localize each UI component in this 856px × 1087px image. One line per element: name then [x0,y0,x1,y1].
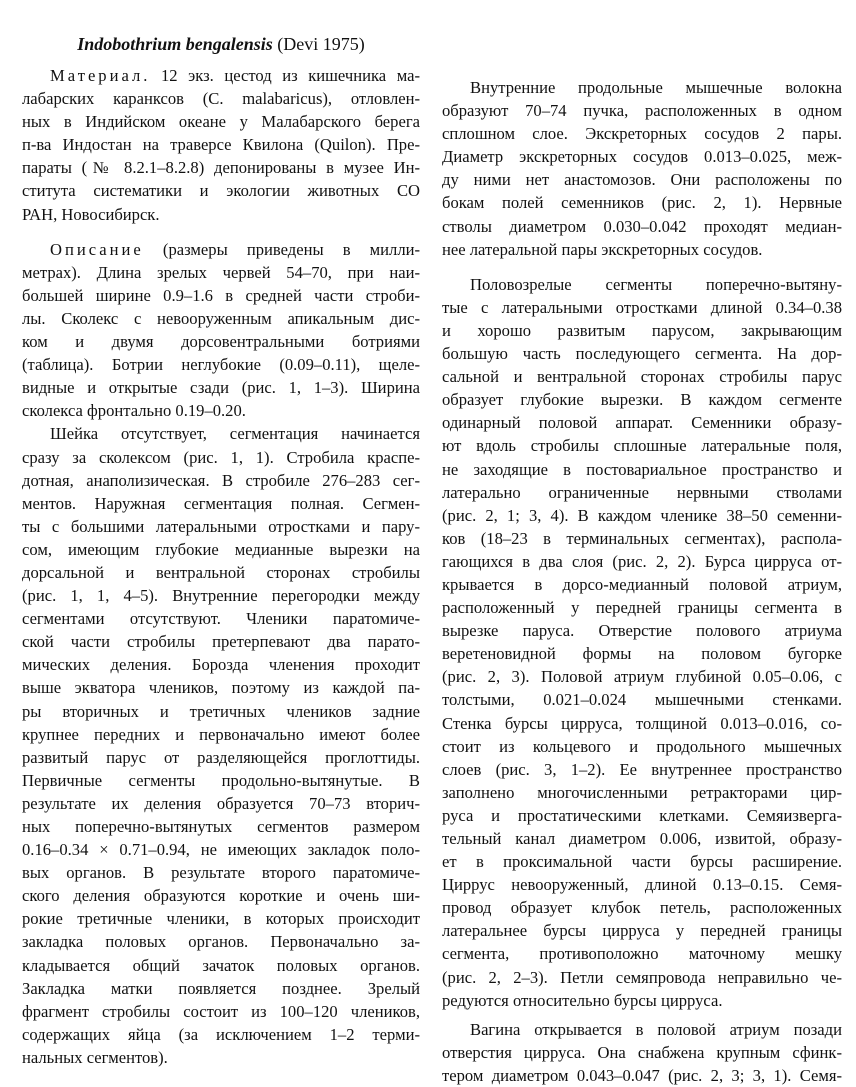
text-line: Вагина открывается в половой атриум позади [470,1019,842,1039]
text-line: параты (№ 8.2.1–8.2.8) депонированы в музее Ин- [22,158,420,178]
text-line: отверстия цирруса. Она снабжена крупным сфинк- [442,1042,842,1062]
text-line: ры вторичных и третичных члеников задние [22,701,420,721]
text-line: кладывается общий зачаток половых органов. [22,955,420,975]
text-line: фрагмент стробилы состоит из 100–120 члеников, [22,1001,420,1021]
right-column [442,76,842,1087]
text-line: ет в проксимальной части бурсы расширение. [442,852,842,872]
text-line: веретеновидной формы на половом бугорке [442,644,842,664]
text-line: (рис. 2, 1; 3, 4). В каждом членике 38–50 семенни- [442,505,842,525]
text-line: Шейка отсутствует, сегментация начинается [50,424,420,444]
text-line: стволы диаметром 0.030–0.042 проходят медиан- [442,216,842,236]
text-line: содержащих яйца (за исключением 1–2 терми- [22,1024,420,1044]
text-line: сальной и вентральной сторонах стробилы парус [442,367,842,387]
text-line: сегмента, противоположно маточному мешку [442,944,842,964]
text-line: (рис. 2, 3). Половой атриум глубиной 0.05–0.06, с [442,667,842,687]
text-line: сплошном слое. Экскреторных сосудов 2 пары. [442,124,842,144]
text-line: ков (18–23 в терминальных сегментах), распола- [442,528,842,548]
text-line: рокие третичные членики, в которых происходит [22,909,420,929]
text-line: нальных сегментов). [22,1047,168,1067]
text-line: большей ширине 0.9–1.6 в средней части строби- [22,285,420,305]
text-line: сом, имеющим глубокие медианные вырезки на [22,539,420,559]
text-line: тельный канал диаметром 0.006, извитой, образу- [442,829,842,848]
text-line: ду ними нет анастомозов. Они расположены по [442,170,842,190]
text-line: сколекса фронтально 0.19–0.20. [22,401,246,421]
text-line: (таблица). Ботрии неглубокие (0.09–0.11), щеле- [22,355,420,375]
text-line: бокам полей семенников (рис. 2, 1). Нервные [442,193,842,213]
text-line: результате их деления образуется 70–73 вторич- [22,793,420,813]
text-line: слоев (рис. 3, 1–2). Ее внутреннее пространство [442,759,842,779]
text-line: Описание (размеры приведены в милли- [50,239,420,259]
paragraph-mature-segments [442,273,842,1012]
text-line: дотная, анаполизическая. В стробиле 276–283 сег- [22,470,420,490]
paragraph-gap [22,226,420,238]
text-line: толстыми, 0.021–0.024 мышечными стенками. [442,690,842,710]
text-line: Диаметр экскреторных сосудов 0.013–0.025, меж- [442,147,842,167]
text-line: крупнее передних и первоначально имеют более [22,724,420,744]
spaced-heading-word: Описание [50,239,144,259]
text-line: закладка половых органов. Первоначально за- [22,932,420,952]
text-line: ют вдоль стробилы сплошные латеральные поля, [442,436,842,456]
species-author: (Devi 1975) [277,34,365,54]
text-line: ком и двумя дорсовентральными ботриями [22,332,420,352]
text-line: одинарный половой аппарат. Семенники образу- [442,413,842,433]
text-line: Стенка бурсы цирруса, толщиной 0.013–0.016, со- [442,713,842,733]
left-column [22,64,420,1069]
text-line: вырезке паруса. Отверстие полового атриума [442,621,842,641]
text-line: не заходящие в постовариальное пространство и [442,459,842,479]
text-line: гающихся в два слоя (рис. 2, 2). Бурса цирруса от- [442,551,842,571]
paragraph-gap [442,261,842,273]
text-line: стоит из кольцевого и продольного мышечных [442,736,842,756]
paragraph-vagina [442,1018,842,1087]
text-line: тером диаметром 0.043–0.047 (рис. 2, 3; 3, 1). Семя- [442,1065,842,1085]
text-line: Первичные сегменты продольно-вытянутые. В [22,770,420,790]
text-line: сразу за сколексом (рис. 1, 1). Стробила краспе- [22,447,420,467]
paragraph-description [22,238,420,423]
text-line: ных в Индийском океане у Малабарского берега [22,112,420,132]
text-line: ментов. Наружная сегментация полная. Сегмен- [22,493,420,513]
text-line: ты с большими латеральными отростками и пару- [22,516,420,536]
text-line: редуются относительно бурсы цирруса. [442,990,723,1010]
text-line: Закладка матки появляется позднее. Зрелый [22,978,420,998]
text-line: лабарских каранксов (C. malabaricus), отловлен- [22,89,420,109]
text-line: дорсальной и вентральной сторонах стробилы [22,562,420,582]
paragraph-strobila [22,422,420,1069]
text-line: (рис. 2, 2–3). Петли семяпровода неправильно че- [442,967,842,987]
text-line: руса и простатическими клетками. Семяизверга- [442,805,842,825]
text-line: ского деления образуются короткие и очень ши- [22,886,420,906]
text-line: ститута систематики и экологии животных СО [22,181,420,201]
text-line: видные и открытые сзади (рис. 1, 1–3). Ширина [22,378,420,398]
text-line: метрах). Длина зрелых червей 54–70, при наи- [22,262,420,282]
text-line: крывается в дорсо-медианный половой атриум, [442,574,842,594]
text-line: расположенный у передней границы сегмента в [442,598,842,618]
text-line: заполнено многочисленными ретракторами цир- [442,782,842,802]
paragraph-muscles [442,76,842,261]
text-line: большую часть последующего сегмента. На дор- [442,344,842,364]
text-line: лы. Сколекс с невооруженным апикальным дис- [22,308,420,328]
text-line: сегментами отсутствуют. Членики паратомиче- [22,609,420,629]
text-line: выше экватора члеников, поэтому из каждой па- [22,678,420,698]
text-line: мических деления. Борозда членения проходит [22,655,420,675]
text-line: образует глубокие вырезки. В каждом сегменте [442,390,842,410]
text-line: нее латеральной пары экскреторных сосудов. [442,239,763,259]
paragraph-material [22,64,420,226]
text-line: тые с латеральными отростками длиной 0.34–0.38 [442,297,842,317]
text-line: латерально ограниченные нервными стволами [442,482,842,502]
section-title [22,32,420,56]
text-line: Циррус невооруженный, длиной 0.13–0.15. Семя- [442,875,842,895]
text-line: и хорошо развитым парусом, закрывающим [442,320,842,340]
text-line: развитый парус от разделяющейся проглоттиды. [22,747,420,767]
text-line: (рис. 1, 1, 4–5). Внутренние перегородки между [22,586,420,606]
text-line: РАН, Новосибирск. [22,204,160,224]
text-line: вых органов. В результате второго паратомиче- [22,863,420,883]
text-line: образуют 70–74 пучка, расположенных в одном [442,101,842,121]
species-name: Indobothrium bengalensis [77,34,273,54]
text-line: п-ва Индостан на траверсе Квилона (Quilon). Пре- [22,135,420,155]
text-line: провод образует клубок петель, расположенных [442,898,842,918]
text-line: Внутренние продольные мышечные волокна [470,78,842,97]
spaced-heading-word: Материал. [50,66,151,85]
text-line: 0.16–0.34 × 0.71–0.94, не имеющих закладок поло- [22,840,420,860]
text-line: Половозрелые сегменты поперечно-вытяну- [470,274,842,294]
text-line: Материал. 12 экз. цестод из кишечника ма- [50,66,420,85]
text-line: ской части стробилы претерпевают два парато- [22,632,420,652]
text-line: ных поперечно-вытянутых сегментов размером [22,817,420,836]
text-line: латеральнее бурсы цирруса у передней границы [442,921,842,941]
